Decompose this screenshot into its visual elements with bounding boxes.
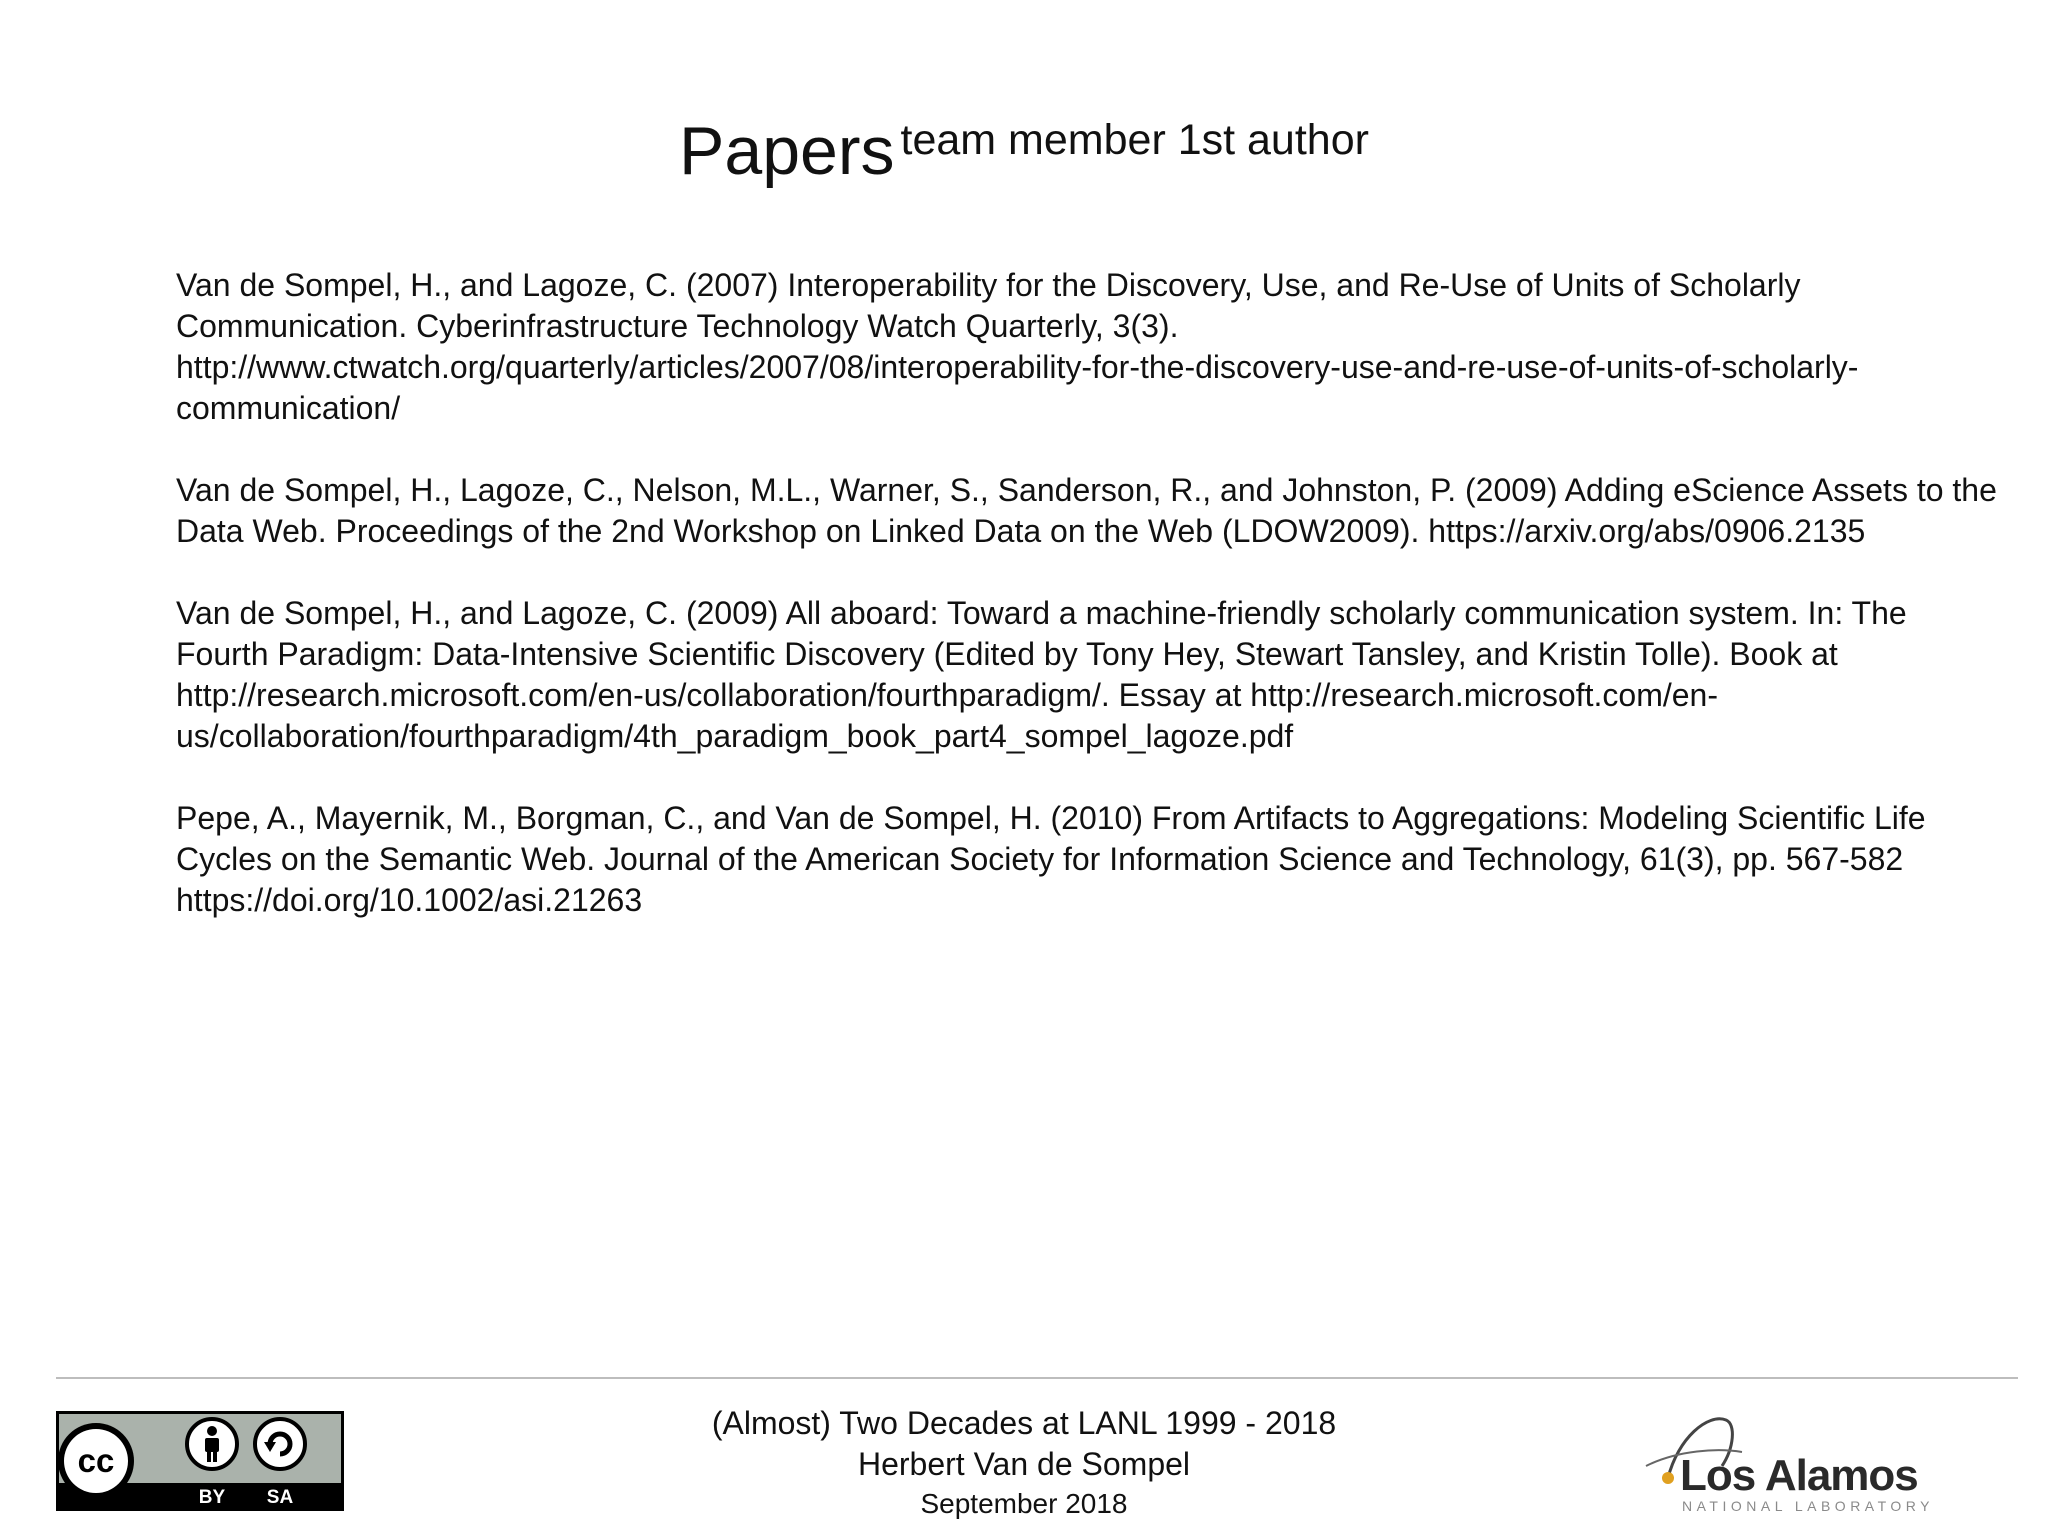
reference-item: Van de Sompel, H., Lagoze, C., Nelson, M.L., Warner, S., Sanderson, R., and Johnston, P. (2009) Adding eScience Assets to the Data Web. Proceedings of the 2nd Workshop on Linked Data on the Web (LDOW2009). https://arxiv.org/abs/0906.2135 [176, 472, 1997, 549]
reference-item: Van de Sompel, H., and Lagoze, C. (2009) All aboard: Toward a machine-friendly scholarly communication system. In: The Fourth Paradigm: Data-Intensive Scientific Discovery (Edited by Tony Hey, Stewart Tansley, and Kristin Tolle). Book at http://research.microsoft.com/en-us/collaboration/fourthparadigm/. Essay at http://research.microsoft.com/en-us/collaboration/fourthparadigm/4th_paradigm_book_part4_sompel_lagoze.pdf [176, 595, 1907, 754]
footer-text [520, 1403, 1528, 1522]
slide-title [0, 112, 2048, 190]
los-alamos-logo [1638, 1408, 1938, 1520]
logo-name: Los Alamos [1680, 1451, 1918, 1500]
by-label: BY [198, 1487, 226, 1508]
logo-subtitle: NATIONAL LABORATORY [1682, 1498, 1934, 1514]
share-alike-icon [255, 1419, 305, 1469]
footer-author: Herbert Van de Sompel [857, 1446, 1191, 1482]
cc-by-sa-badge[interactable] [56, 1411, 344, 1511]
footer-presentation-title: (Almost) Two Decades at LANL 1999 - 2018 [711, 1405, 1337, 1441]
footer-divider [56, 1377, 2018, 1379]
reference-item: Van de Sompel, H., and Lagoze, C. (2007) Interoperability for the Discovery, Use, and Re-Use of Units of Scholarly Communication. Cyberinfrastructure Technology Watch Quarterly, 3(3). http://www.ctwatch.org/quarterly/articles/2007/08/interoperability-for-the-discovery-use-and-re-use-of-units-of-scholarly-communication/ [176, 267, 1859, 426]
cc-icon [58, 1423, 134, 1499]
reference-list [176, 265, 2006, 921]
sa-label: SA [266, 1487, 294, 1508]
cc-label: cc [77, 1442, 115, 1479]
footer-date: September 2018 [920, 1488, 1128, 1519]
reference-item: Pepe, A., Mayernik, M., Borgman, C., and Van de Sompel, H. (2010) From Artifacts to Aggregations: Modeling Scientific Life Cycles on the Semantic Web. Journal of the American Society for Information Science and Technology, 61(3), pp. 567-582 https://doi.org/10.1002/asi.21263 [176, 800, 1926, 918]
title-superscript: team member 1st author [900, 116, 1369, 164]
attribution-icon [187, 1419, 237, 1469]
title-main: Papers [679, 113, 895, 189]
